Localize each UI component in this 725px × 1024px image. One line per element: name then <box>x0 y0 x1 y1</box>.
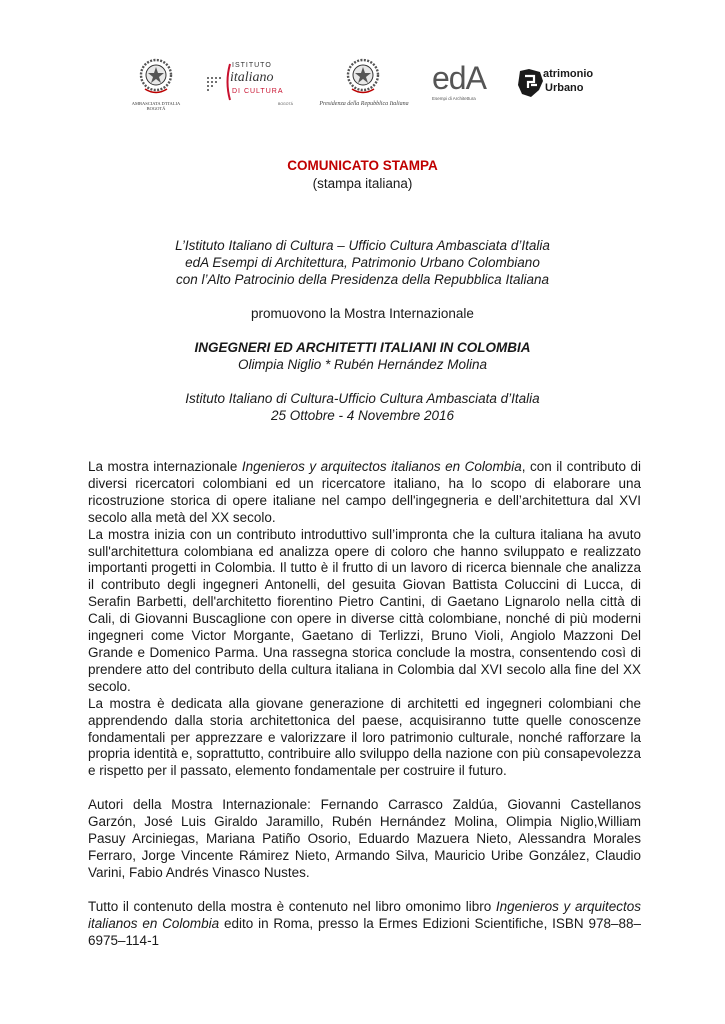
patrimonio-line2: Urbano <box>545 82 584 94</box>
ambasciata-caption-1: AMBASCIATA D'ITALIA <box>131 101 181 106</box>
organizer-line-3: con l’Alto Patrocinio della Presidenza della Repubblica Italiana <box>176 272 549 287</box>
ambasciata-logo <box>128 56 184 111</box>
paragraph-book-text-a: Tutto il contenuto della mostra è contenuto nel libro omonimo libro <box>88 898 496 914</box>
logo-strip <box>128 56 608 116</box>
organizer-line-1: L’Istituto Italiano di Cultura – Ufficio Cultura Ambasciata d’Italia <box>175 238 550 253</box>
body-text <box>88 459 641 949</box>
eda-caption: Esempi di Architettura <box>432 96 476 101</box>
organizer-line-2: edA Esempi di Architettura, Patrimonio Urbano Colombiano <box>185 255 540 270</box>
exhibition-title-inline: Ingenieros y arquitectos italianos en Colombia <box>241 459 522 474</box>
istituto-line2: italiano <box>230 70 274 85</box>
istituto-logo <box>206 60 296 110</box>
italian-emblem-icon <box>136 56 176 96</box>
ambasciata-caption-2: BOGOTÁ <box>146 106 166 111</box>
eda-logo <box>432 62 502 101</box>
istituto-line4: BOGOTÁ <box>278 102 293 106</box>
istituto-line1: ISTITUTO <box>232 62 272 69</box>
istituto-line3: DI CULTURA <box>232 88 284 95</box>
promote-line: promuovono la Mostra Internazionale <box>251 306 474 321</box>
paragraph-intro-text-a: La mostra internazionale <box>88 459 242 474</box>
patrimonio-line1: atrimonio <box>543 68 594 80</box>
press-release-title: COMUNICATO STAMPA <box>287 158 438 173</box>
presidenza-logo <box>314 56 414 107</box>
paragraph-authors: Autori della Mostra Internazionale: Fernando Carrasco Zaldúa, Giovanni Castellanos Garzón, José Luis Giraldo Jaramillo, Rubén Hernández Molina, Olimpia Niglio,William Pasuy Arciniegas, Mariana Patiño Osorio, Eduardo Mazuera Nieto, Alessandra Morales Ferraro, Jorge Vincente Rámirez Nieto, Armando Silva, Mauricio Uribe González, Claudio Varini, Fabio Andrés Vinasco Nustes. <box>88 797 641 880</box>
dot-grid-icon <box>206 76 222 94</box>
paragraph-book <box>88 899 641 950</box>
exhibition-authors: Olimpia Niglio * Rubén Hernández Molina <box>237 357 488 372</box>
presidenza-caption: Presidenza della Repubblica Italiana <box>319 101 409 107</box>
press-release-subtitle: (stampa italiana) <box>312 176 413 191</box>
exhibition-title: INGEGNERI ED ARCHITETTI ITALIANI IN COLOMBIA <box>194 340 531 355</box>
patrimonio-map-icon <box>516 68 544 98</box>
venue-place: Istituto Italiano di Cultura-Ufficio Cultura Ambasciata d’Italia <box>185 391 540 406</box>
italian-emblem-icon <box>343 56 383 96</box>
patrimonio-logo <box>516 66 608 100</box>
paragraph-content: La mostra inizia con un contributo introduttivo sull’impronta che la cultura italiana ha avuto sull'architettura colombiana ed analizza opere di coloro che hanno sviluppato e realizzato importanti progetti in Colombia. Il tutto è il frutto di un lavoro di ricerca biennale che analizza il contributo degli ingegneri Antonelli, del gesuita Giovan Battista Coluccini di Lucca, di Serafin Barbetti, dell'architetto fiorentino Pietro Cantini, di Gaetano Lignarolo nella città di Cali, di Giovanni Buscaglione con opere in diverse città colombiane, nonché di più moderni ingegneri come Victor Morgante, Gaetano di Terlizzi, Bruno Violi, Angiolo Mazzoni Del Grande e Domenico Parma. Una rassegna storica conclude la mostra, consentendo così di prendere atto del contributo della cultura italiana in Colombia dal XVI secolo alla fine del XX secolo. <box>88 526 641 694</box>
paragraph-intro <box>88 459 641 527</box>
venue-dates: 25 Ottobre - 4 Novembre 2016 <box>270 408 455 423</box>
eda-name: edA <box>432 60 486 96</box>
book-title-inline: Ingenieros y arquitectos italianos en Colombia <box>88 898 641 931</box>
paragraph-book-text-b: edito in Roma, presso la Ermes Edizioni Scientifiche, ISBN 978–88–6975–114-1 <box>88 915 641 948</box>
paragraph-intro-text-b: , con il contributo di diversi ricercatori colombiani ed un ricercatore italiano, ha lo scopo di elaborare una ricostruzione storica di opere italiane nel campo dell'ingegneria e dell’architettura dal XVI secolo alla metà del XX secolo. <box>88 459 641 525</box>
paragraph-dedication: La mostra è dedicata alla giovane generazione di architetti ed ingegneri colombiani che apprendendo dalla storia architettonica del paese, acquisiranno tutte quelle conoscenze fondamentali per apprezzare e valorizzare il loro patrimonio culturale, nonché rafforzare la propria identità e, soprattutto, contribuire allo sviluppo della nazione con più consapevolezza e rispetto per il passato, elemento fondamentale per costruire il futuro. <box>88 695 641 779</box>
